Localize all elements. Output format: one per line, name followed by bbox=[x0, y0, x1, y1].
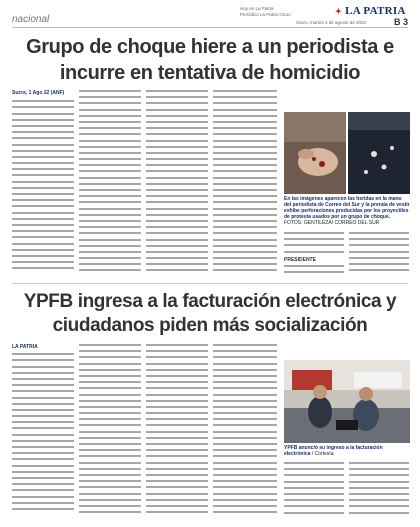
article2-text bbox=[146, 344, 208, 513]
article1-dateline: Sucre, 1 Ago 22 (ANF) bbox=[12, 90, 65, 96]
page-number: B 3 bbox=[393, 17, 408, 27]
article1-text bbox=[12, 100, 74, 269]
article1-photo-caption: En las imágenes aparecen las heridas en la mano del periodista de Correo del Sur y la prenda de vestir exhibe perforaciones producidas por los proyectiles de protesta usados por un grupo de choque. FOTOS: GENTILEZA/ CORREO DEL SUR bbox=[284, 196, 410, 226]
article2-source: LA PATRIA bbox=[12, 344, 38, 350]
article1-text bbox=[79, 90, 141, 271]
section-name: nacional bbox=[12, 14, 50, 25]
article2-text bbox=[79, 344, 141, 513]
article1-text bbox=[284, 232, 344, 253]
article1-photo bbox=[284, 112, 410, 194]
article2-column-6 bbox=[349, 462, 409, 522]
edition-label: Hoy en La Patria bbox=[240, 6, 274, 11]
article1-subhead: PRESIDENTE bbox=[284, 256, 316, 263]
article2-column-1 bbox=[12, 344, 74, 522]
article2-headline: YPFB ingresa a la facturación electrónica y ciudadanos piden más socialización bbox=[23, 291, 397, 336]
outlet-label: Periódico La Patria Oruro bbox=[240, 12, 291, 17]
article1-text bbox=[349, 232, 409, 271]
header-meta bbox=[240, 6, 291, 18]
article2-photo bbox=[284, 360, 410, 443]
article1-column-1 bbox=[12, 90, 74, 278]
article1-headline: Grupo de choque hiere a un periodista e incurre en tentativa de homicidio bbox=[26, 36, 394, 84]
article2-column-5 bbox=[284, 462, 344, 522]
article-divider bbox=[12, 283, 408, 284]
article1-text bbox=[213, 90, 277, 271]
article1-column-3 bbox=[146, 90, 208, 278]
article1-column-4 bbox=[213, 90, 277, 278]
article2-column-2 bbox=[79, 344, 141, 522]
article2-text bbox=[12, 353, 74, 510]
article2-column-3 bbox=[146, 344, 208, 522]
article1-column-2 bbox=[79, 90, 141, 278]
newspaper-logo: ✦ LA PATRIA bbox=[335, 5, 406, 17]
article2-photo-caption: YPFB anunció su ingreso a la facturación electrónica / Cortesía bbox=[284, 445, 383, 457]
page-header bbox=[0, 0, 420, 30]
article1-text bbox=[284, 265, 344, 273]
article1-column-6 bbox=[349, 232, 409, 278]
article1-text bbox=[146, 90, 208, 271]
article1-column-5 bbox=[284, 232, 344, 278]
article2-column-4 bbox=[213, 344, 277, 522]
header-divider bbox=[12, 27, 408, 28]
issue-date: Oruro, martes 2 de agosto de 2022 bbox=[296, 20, 367, 25]
article2-text bbox=[349, 462, 409, 514]
article2-text bbox=[213, 344, 277, 513]
star-icon: ✦ bbox=[335, 7, 343, 16]
article2-text bbox=[284, 462, 344, 514]
